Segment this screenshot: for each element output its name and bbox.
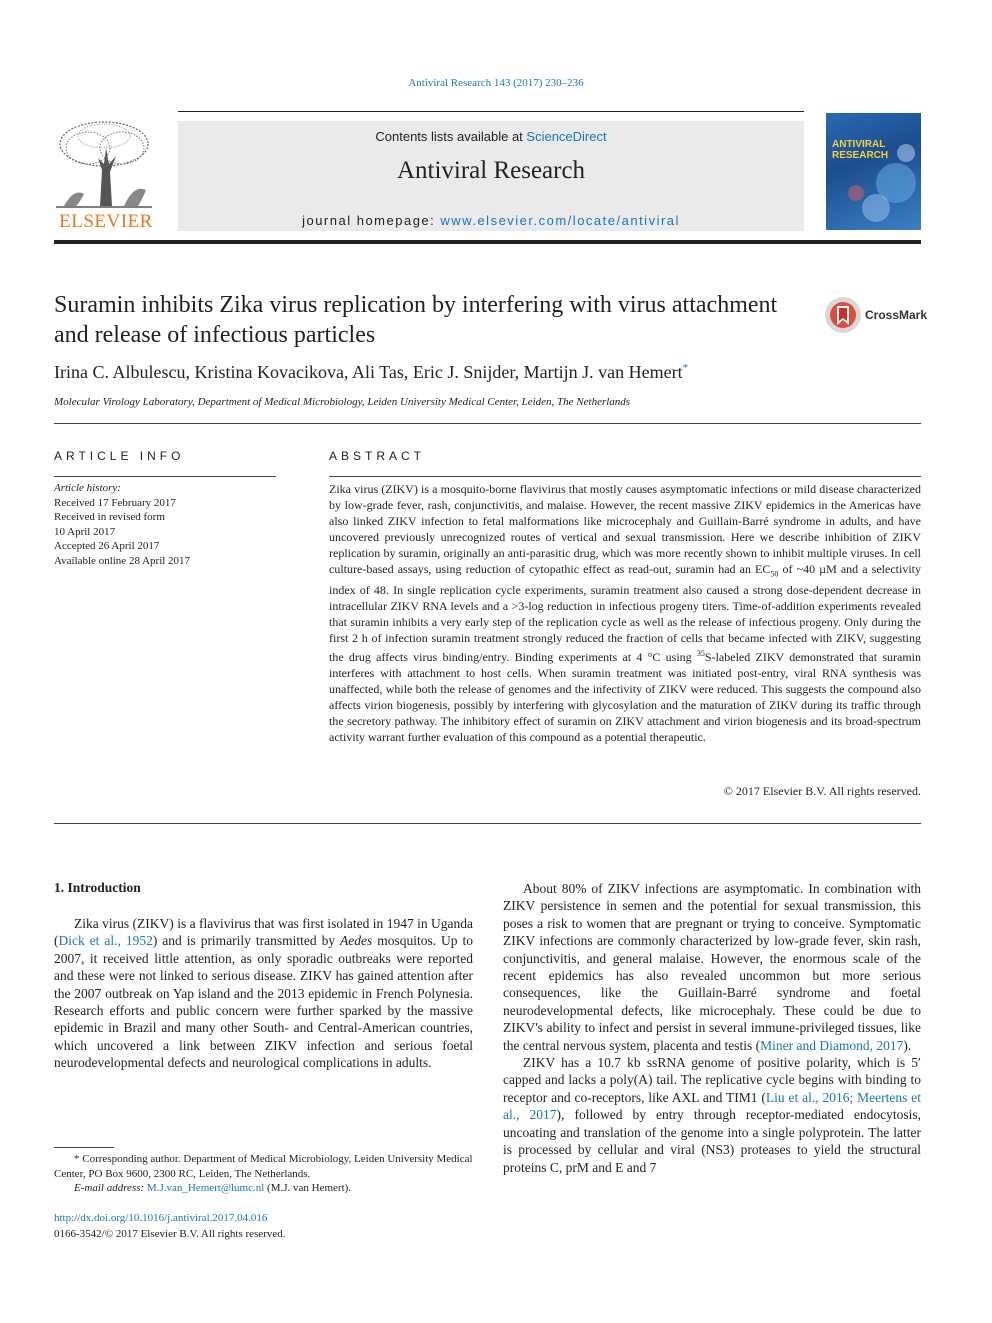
- paragraph: ZIKV has a 10.7 kb ssRNA genome of positive polarity, which is 5′ capped and lacks a poly(A) tail. The replicative cycle begins with binding to receptor and co-receptors, like AXL and TIM1 (Liu et al., 2016; Meertens et al., 2017), followed by entry through receptor-mediated endocytosis, uncoating and translation of the genome into a single polyprotein. The latter is processed by cellular and viral (NS3) proteases to yield the structural proteins C, prM and E and 7: [503, 1055, 921, 1175]
- body-column-right: [503, 880, 921, 1176]
- elsevier-logo[interactable]: [54, 118, 158, 236]
- sciencedirect-link[interactable]: ScienceDirect: [526, 129, 607, 144]
- history-item: Received in revised form: [54, 511, 165, 523]
- doi-block: [54, 1211, 286, 1242]
- header-top-rule: [178, 111, 804, 112]
- issn-line: 0166-3542/© 2017 Elsevier B.V. All rights reserved.: [54, 1227, 286, 1240]
- header-thick-rule: [54, 240, 921, 244]
- contents-line: Contents lists available at ScienceDirect: [375, 129, 607, 144]
- abstract-copyright: © 2017 Elsevier B.V. All rights reserved.: [723, 784, 921, 798]
- body-column-left: [54, 915, 473, 1072]
- reference-link[interactable]: Miner and Diamond, 2017: [760, 1037, 904, 1053]
- publisher-name: ELSEVIER: [59, 211, 153, 232]
- abstract-text: Zika virus (ZIKV) is a mosquito-borne flavivirus that mostly causes asymptomatic infections or mild disease characterized by low-grade fever, rash, conjunctivitis, and malaise. However, the recent massive ZIKV epidemics in the Americas have also linked ZIKV infection to fetal malformations like microcephaly and Guillain-Barré syndrome in adults, and have uncovered previously unrecognized routes of vertical and sexual transmission. Here we describe inhibition of ZIKV replication by suramin, originally an anti-parasitic drug, which was more recently shown to inhibit multiple viruses. In cell culture-based assays, using reduction of cytopathic effect as read-out, suramin had an $EC_{50}$ of ~40 µM and a selectivity index of 48. In single replication cycle experiments, suramin treatment also caused a strong dose-dependent decrease in intracellular ZIKV RNA levels and a >3-log reduction in infectious progeny titers. Time-of-addition experiments revealed that suramin inhibits a very early step of the replication cycle as well as the release of infectious progeny. Only during the first 2 h of infection suramin treatment strongly reduced the fraction of cells that became infected with ZIKV, suggesting the drug affects virus binding/entry. Binding experiments at 4 °C using $^{35}$S-labeled ZIKV demonstrated that suramin interferes with attachment to host cells. When suramin treatment was initiated post-entry, viral RNA synthesis was unaffected, while both the release of genomes and the infectivity of ZIKV were reduced. This suggests the compound also affects virion biogenesis, possibly by interfering with glycosylation and the maturation of ZIKV during its traffic through the secretory pathway. The inhibitory effect of suramin on ZIKV attachment and virion biogenesis and its broad-spectrum activity warrant further evaluation of this compound as a potential therapeutic.: [329, 482, 922, 745]
- divider: [54, 823, 921, 824]
- footnote-rule: [54, 1147, 114, 1148]
- affiliation: Molecular Virology Laboratory, Department of Medical Microbiology, Leiden University Medical Center, Leiden, The Netherlands: [54, 396, 631, 408]
- divider: [329, 476, 921, 477]
- paragraph: Zika virus (ZIKV) is a flavivirus that was first isolated in 1947 in Uganda (Dick et al., 1952) and is primarily transmitted by Aedes mosquitos. Up to 2007, it received little attention, as only sporadic outbreaks were reported and these were not linked to serious disease. ZIKV has gained attention after the 2007 outbreak on Yap island and the 2013 epidemic in French Polynesia. Research efforts and public concern were further sparked by the massive epidemic in Brazil and many other South- and Central-American countries, which uncovered a link between ZIKV infection and serious foetal neurodevelopmental defects and neurological complications in adults.: [54, 916, 474, 1071]
- author-list: Irina C. Albulescu, Kristina Kovacikova, Ali Tas, Eric J. Snijder, Martijn J. van Hemert*: [54, 362, 689, 382]
- email-link[interactable]: M.J.van_Hemert@lumc.nl: [146, 1182, 265, 1194]
- abstract-heading: ABSTRACT: [329, 449, 426, 463]
- footnote: [54, 1152, 473, 1196]
- cover-title: ANTIVIRAL RESEARCH: [832, 139, 889, 161]
- crossmark-icon: [824, 296, 862, 334]
- article-history: [54, 481, 284, 568]
- crossmark-badge[interactable]: CrossMark: [824, 296, 924, 336]
- reference-link[interactable]: Dick et al., 1952: [58, 933, 153, 949]
- journal-title: Antiviral Research: [396, 157, 586, 184]
- article-title: Suramin inhibits Zika virus replication by interfering with virus attachment and release of infectious particles: [54, 292, 778, 348]
- divider: [54, 423, 921, 424]
- journal-header: [178, 121, 804, 231]
- cover-virus-icon: [826, 113, 921, 230]
- history-item: Available online 28 April 2017: [54, 554, 191, 567]
- homepage-link[interactable]: www.elsevier.com/locate/antiviral: [440, 213, 680, 228]
- reference-link[interactable]: Liu et al., 2016; Meertens et al., 2017: [503, 1089, 921, 1123]
- journal-homepage: journal homepage: www.elsevier.com/locate/antiviral: [302, 213, 680, 228]
- section-heading-introduction: 1. Introduction: [54, 880, 141, 895]
- corresponding-author-note: * Corresponding author. Department of Medical Microbiology, Leiden University Medical Center, PO Box 9600, 2300 RC, Leiden, The Netherlands.: [54, 1153, 473, 1180]
- journal-citation[interactable]: Antiviral Research 143 (2017) 230–236: [408, 77, 584, 89]
- email-line: E-mail address: M.J.van_Hemert@lumc.nl (M.J. van Hemert).: [74, 1182, 352, 1194]
- article-info-heading: ARTICLE INFO: [54, 449, 185, 463]
- history-item: 10 April 2017: [54, 525, 116, 538]
- divider: [54, 476, 276, 477]
- corresponding-author-mark[interactable]: *: [682, 362, 689, 374]
- history-item: Accepted 26 April 2017: [54, 540, 160, 552]
- doi-link[interactable]: http://dx.doi.org/10.1016/j.antiviral.2017.04.016: [54, 1212, 268, 1224]
- history-item: Received 17 February 2017: [54, 496, 176, 509]
- journal-cover[interactable]: [826, 113, 921, 230]
- paragraph: About 80% of ZIKV infections are asymptomatic. In combination with ZIKV persistence in semen and the potential for sexual transmission, this poses a risk to women that are pregnant or trying to conceive. Symptomatic ZIKV infections are commonly characterized by low-grade fever, skin rash, conjunctivitis, and general malaise. However, the enormous scale of the recent epidemics has also revealed uncommon but more serious consequences, like the Guillain-Barré syndrome and foetal neurodevelopmental defects, like microcephaly. These could be due to ZIKV's ability to infect and persist in several immune-privileged tissues, like the central nervous system, placenta and testis (Miner and Diamond, 2017).: [503, 881, 921, 1053]
- history-label: Article history:: [54, 482, 121, 494]
